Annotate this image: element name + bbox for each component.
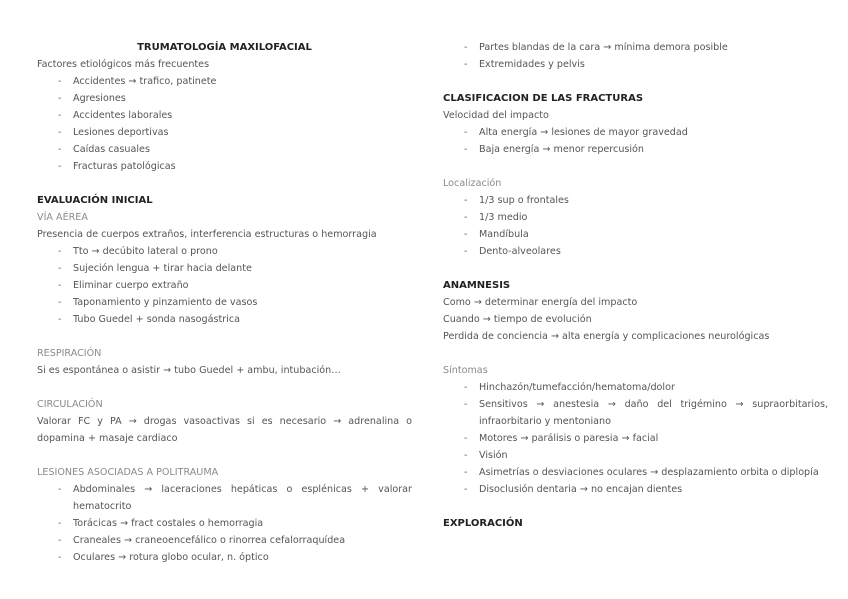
list-item: - Agresiones: [37, 90, 412, 107]
list-item: - Lesiones deportivas: [37, 124, 412, 141]
localizacion-label: Localización: [443, 178, 502, 189]
via-aerea-text: Presencia de cuerpos extraños, interferencia estructuras o hemorragia: [37, 229, 377, 240]
spacer: [443, 345, 828, 362]
list-item: - Accidentes → trafico, patinete: [37, 73, 412, 90]
circulacion-subheading: CIRCULACIÓN: [37, 399, 103, 410]
spacer: [443, 260, 828, 277]
factores-list: [37, 73, 412, 175]
list-item: - Baja energía → menor repercusión: [443, 141, 828, 158]
list-item: - Taponamiento y pinzamiento de vasos: [37, 294, 412, 311]
list-item: - Caídas casuales: [37, 141, 412, 158]
list-item: - Torácicas → fract costales o hemorragia: [37, 515, 412, 532]
lesiones-subheading: LESIONES ASOCIADAS A POLITRAUMA: [37, 467, 219, 478]
list-item: - Disoclusión dentaria → no encajan dientes: [443, 481, 828, 498]
list-item: - 1/3 sup o frontales: [443, 192, 828, 209]
lesiones-list: [37, 481, 412, 566]
respiracion-text: Si es espontánea o asistir → tubo Guedel + ambu, intubación…: [37, 365, 341, 376]
via-aerea-subheading: VÍA AÉREA: [37, 212, 88, 223]
list-item: - Oculares → rotura globo ocular, n. óptico: [37, 549, 412, 566]
list-item: - Motores → parálisis o paresia → facial: [443, 430, 828, 447]
list-item: - Partes blandas de la cara → mínima demora posible: [443, 39, 828, 56]
anamnesis-line: Perdida de conciencia → alta energía y complicaciones neurológicas: [443, 331, 770, 342]
sintomas-list: [443, 379, 828, 498]
spacer: [37, 447, 412, 464]
localizacion-list: [443, 192, 828, 260]
spacer: [443, 73, 828, 90]
list-item: - Abdominales → laceraciones hepáticas o esplénicas + valorar hematocrito: [37, 481, 412, 515]
exploracion-heading: EXPLORACIÓN: [443, 518, 523, 529]
anamnesis-line: Cuando → tiempo de evolución: [443, 314, 592, 325]
via-aerea-list: [37, 243, 412, 328]
list-item: - Sujeción lengua + tirar hacia delante: [37, 260, 412, 277]
spacer: [37, 328, 412, 345]
list-item: - Asimetrías o desviaciones oculares → desplazamiento orbita o diplopía: [443, 464, 828, 481]
circulacion-text: Valorar FC y PA → drogas vasoactivas si es necesario → adrenalina o dopamina + masaje cardiaco: [37, 416, 412, 444]
list-item: - Visión: [443, 447, 828, 464]
continuation-list: [443, 39, 828, 73]
document-title: TRUMATOLOGÍA MAXILOFACIAL: [137, 42, 312, 53]
velocidad-label: Velocidad del impacto: [443, 110, 549, 121]
left-column: [37, 39, 412, 566]
factores-intro: Factores etiológicos más frecuentes: [37, 59, 210, 70]
list-item: - Dento-alveolares: [443, 243, 828, 260]
spacer: [37, 175, 412, 192]
respiracion-subheading: RESPIRACIÓN: [37, 348, 102, 359]
list-item: - Eliminar cuerpo extraño: [37, 277, 412, 294]
evaluacion-heading: EVALUACIÓN INICIAL: [37, 195, 153, 206]
list-item: - Hinchazón/tumefacción/hematoma/dolor: [443, 379, 828, 396]
list-item: - Sensitivos → anestesia → daño del trigémino → supraorbitarios, infraorbitario y mentoniano: [443, 396, 828, 430]
list-item: - Mandíbula: [443, 226, 828, 243]
list-item: - 1/3 medio: [443, 209, 828, 226]
list-item: - Extremidades y pelvis: [443, 56, 828, 73]
clasificacion-heading: CLASIFICACION DE LAS FRACTURAS: [443, 93, 644, 104]
list-item: - Tubo Guedel + sonda nasogástrica: [37, 311, 412, 328]
list-item: - Fracturas patológicas: [37, 158, 412, 175]
list-item: - Tto → decúbito lateral o prono: [37, 243, 412, 260]
spacer: [37, 379, 412, 396]
spacer: [443, 158, 828, 175]
list-item: - Alta energía → lesiones de mayor gravedad: [443, 124, 828, 141]
spacer: [443, 498, 828, 515]
sintomas-label: Síntomas: [443, 365, 488, 376]
list-item: - Accidentes laborales: [37, 107, 412, 124]
anamnesis-line: Como → determinar energía del impacto: [443, 297, 638, 308]
anamnesis-heading: ANAMNESIS: [443, 280, 511, 291]
list-item: - Craneales → craneoencefálico o rinorrea cefalorraquídea: [37, 532, 412, 549]
right-column: [443, 39, 828, 532]
velocidad-list: [443, 124, 828, 158]
